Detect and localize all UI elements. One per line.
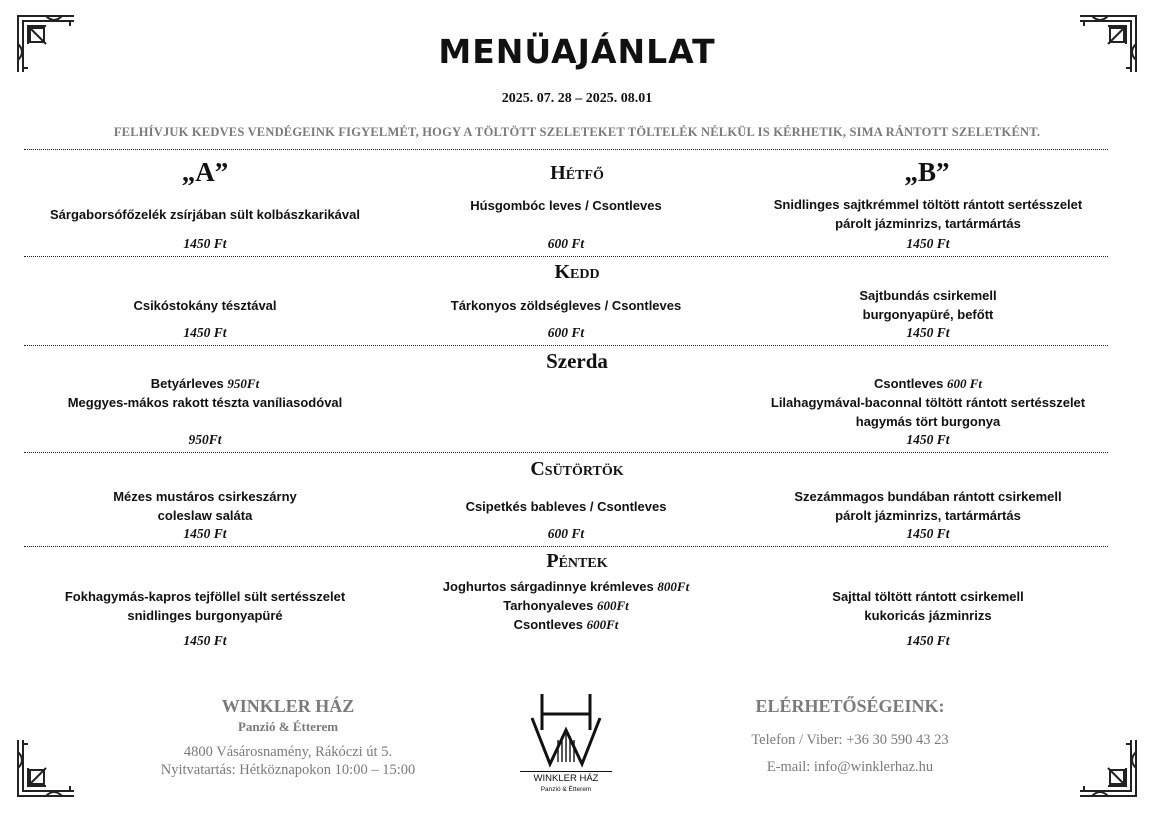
day-heading-friday: Péntek <box>546 550 608 572</box>
inline-price: 600Ft <box>586 617 619 632</box>
friday-a-price: 1450 Ft <box>183 633 227 648</box>
dish-line: hagymás tört burgonya <box>855 414 1001 429</box>
dish-line: Csikóstokány tésztával <box>133 298 277 313</box>
tuesday-soup-price: 600 Ft <box>547 325 585 340</box>
logo-subtext: Panzió & Étterem <box>540 786 592 793</box>
inline-price: 950Ft <box>227 376 260 391</box>
page-title: MENÜAJÁNLAT <box>438 32 716 71</box>
dish-line: Lilahagymával-baconnal töltött rántott sertésszelet <box>770 395 1086 410</box>
thursday-option-b <box>747 487 1109 525</box>
logo <box>520 690 612 800</box>
restaurant-name: WINKLER HÁZ <box>221 696 355 716</box>
inline-price: 800Ft <box>657 579 690 594</box>
friday-option-a <box>25 587 385 625</box>
tuesday-option-a <box>25 296 385 315</box>
monday-option-b <box>747 195 1109 233</box>
dish-line: Mézes mustáros csirkeszárny <box>113 489 297 504</box>
dish-line: Sárgaborsófőzelék zsírjában sült kolbászkarikával <box>50 207 360 222</box>
corner-ornament-icon <box>1078 738 1138 798</box>
dish-line: kukoricás jázminrizs <box>864 608 992 623</box>
restaurant-subtitle: Panzió & Étterem <box>237 719 339 734</box>
address: 4800 Vásárosnamény, Rákóczi út 5. <box>183 744 393 760</box>
monday-soup-price: 600 Ft <box>547 236 585 251</box>
monday-b-price: 1450 Ft <box>906 236 950 251</box>
logo-text: WINKLER HÁZ <box>533 773 599 784</box>
thursday-a-price: 1450 Ft <box>183 526 227 541</box>
dish-line: Betyárleves <box>150 376 224 391</box>
dish-line: coleslaw saláta <box>157 508 253 523</box>
dish-line: Meggyes-mákos rakott tészta vaníliasodóval <box>67 395 343 410</box>
divider <box>24 546 1108 547</box>
monday-soup: Húsgombóc leves / Csontleves <box>470 198 662 213</box>
dish-line: Fokhagymás-kapros tejföllel sült sertésszelet <box>64 589 346 604</box>
dish-line: snidlinges burgonyapüré <box>127 608 283 623</box>
dish-line: párolt jázminrizs, tartármártás <box>835 216 1021 231</box>
wednesday-b-price: 1450 Ft <box>906 432 950 447</box>
date-range: 2025. 07. 28 – 2025. 08.01 <box>501 91 653 106</box>
thursday-soup-price: 600 Ft <box>547 526 585 541</box>
friday-b-price: 1450 Ft <box>906 633 950 648</box>
divider <box>24 256 1108 257</box>
soup-name: Csontleves <box>513 617 583 632</box>
dish-line: Sajtbundás csirkemell <box>859 288 997 303</box>
thursday-option-a <box>25 487 385 525</box>
soup-name: Joghurtos sárgadinnye krémleves <box>442 579 654 594</box>
contact-title: ELÉRHETŐSÉGEINK: <box>755 696 945 716</box>
tuesday-option-b <box>747 286 1109 324</box>
day-heading-thursday: Csütörtök <box>530 458 624 480</box>
inline-price: 600 Ft <box>946 376 983 391</box>
friday-option-b <box>747 587 1109 625</box>
logo-line <box>520 771 612 772</box>
wednesday-option-a <box>25 374 385 412</box>
hw-monogram-icon <box>520 690 612 768</box>
tuesday-a-price: 1450 Ft <box>183 325 227 340</box>
phone: Telefon / Viber: +36 30 590 43 23 <box>751 732 949 748</box>
divider <box>24 149 1108 150</box>
tuesday-b-price: 1450 Ft <box>906 325 950 340</box>
day-heading-tuesday: Kedd <box>554 261 600 283</box>
dish-line: Snidlinges sajtkrémmel töltött rántott sertésszelet <box>773 197 1083 212</box>
opening-hours: Nyitvatartás: Hétköznapokon 10:00 – 15:00 <box>160 762 416 778</box>
inline-price: 600Ft <box>596 598 629 613</box>
notice-text: FELHÍVJUK KEDVES VENDÉGEINK FIGYELMÉT, HOGY A TÖLTÖTT SZELETEKET TÖLTELÉK NÉLKÜL IS KÉRHETIK, SIMA RÁNTOTT SZELETKÉNT. <box>113 125 1041 139</box>
thursday-b-price: 1450 Ft <box>906 526 950 541</box>
wednesday-option-b <box>747 374 1109 431</box>
dish-line: Csontleves <box>873 376 944 391</box>
day-heading-wednesday: Szerda <box>546 349 608 373</box>
monday-option-a <box>25 205 385 224</box>
friday-soups <box>385 577 747 634</box>
option-b-label: „B” <box>904 157 950 187</box>
dish-line: burgonyapüré, befőtt <box>862 307 994 322</box>
soup-name: Tarhonyaleves <box>503 598 594 613</box>
option-a-label: „A” <box>181 157 229 187</box>
divider <box>24 345 1108 346</box>
monday-a-price: 1450 Ft <box>183 236 227 251</box>
dish-line: párolt jázminrizs, tartármártás <box>835 508 1021 523</box>
tuesday-soup: Tárkonyos zöldségleves / Csontleves <box>450 298 682 313</box>
dish-line: Sajttal töltött rántott csirkemell <box>832 589 1024 604</box>
email: E-mail: info@winklerhaz.hu <box>766 759 934 775</box>
wednesday-a-price: 950Ft <box>188 432 222 447</box>
divider <box>24 452 1108 453</box>
corner-ornament-icon <box>16 738 76 798</box>
dish-line: Szezámmagos bundában rántott csirkemell <box>794 489 1062 504</box>
day-heading-monday: Hétfő <box>550 162 604 184</box>
thursday-soup: Csipetkés bableves / Csontleves <box>465 499 667 514</box>
